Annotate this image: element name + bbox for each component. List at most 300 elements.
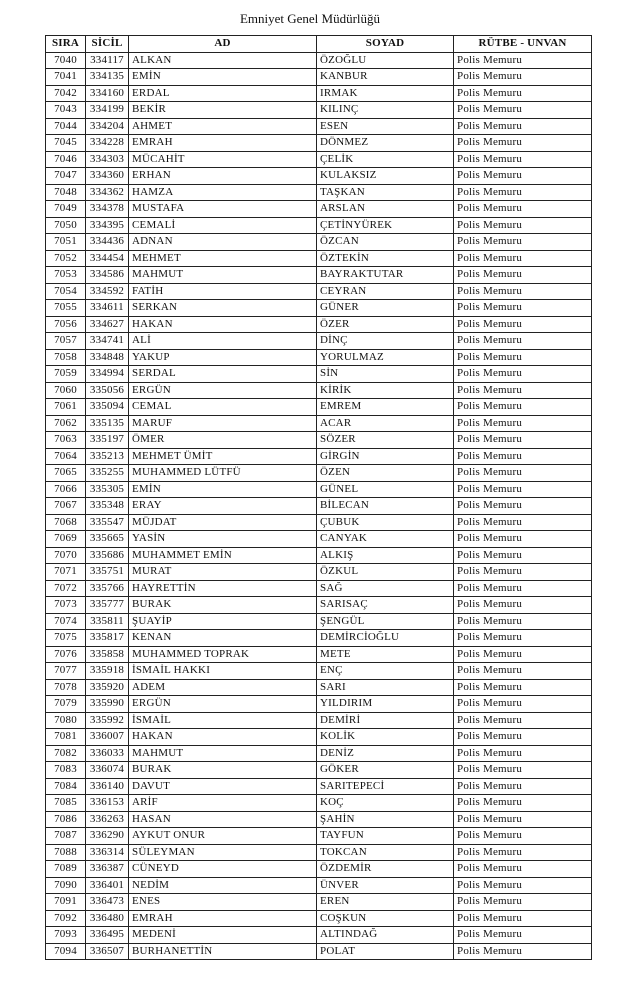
rutbe-cell: Polis Memuru [454,762,592,779]
sicil-cell: 336480 [86,910,129,927]
ad-cell: ERGÜN [129,696,317,713]
ad-cell: NEDİM [129,877,317,894]
table-row [46,118,592,135]
rutbe-cell: Polis Memuru [454,877,592,894]
sicil-cell: 336074 [86,762,129,779]
ad-cell: SERKAN [129,300,317,317]
ad-cell: MÜCAHİT [129,151,317,168]
soyad-cell: SARISAÇ [317,597,454,614]
sira-cell: 7076 [46,646,86,663]
rutbe-cell: Polis Memuru [454,481,592,498]
rutbe-cell: Polis Memuru [454,894,592,911]
sicil-cell: 334627 [86,316,129,333]
soyad-cell: EREN [317,894,454,911]
table-row [46,514,592,531]
sira-cell: 7046 [46,151,86,168]
table-row [46,151,592,168]
soyad-cell: GİRGİN [317,448,454,465]
ad-cell: ERDAL [129,85,317,102]
sira-cell: 7067 [46,498,86,515]
sira-cell: 7092 [46,910,86,927]
table-row [46,861,592,878]
sira-cell: 7050 [46,217,86,234]
rutbe-cell: Polis Memuru [454,52,592,69]
rutbe-cell: Polis Memuru [454,844,592,861]
ad-cell: MUHAMMED TOPRAK [129,646,317,663]
rutbe-cell: Polis Memuru [454,910,592,927]
sicil-cell: 335920 [86,679,129,696]
sicil-cell: 335547 [86,514,129,531]
sicil-cell: 335255 [86,465,129,482]
ad-cell: CEMAL [129,399,317,416]
column-header-soyad: SOYAD [317,36,454,53]
soyad-cell: ŞENGÜL [317,613,454,630]
table-row [46,729,592,746]
soyad-cell: YILDIRIM [317,696,454,713]
table-row [46,927,592,944]
sicil-cell: 335213 [86,448,129,465]
sicil-cell: 334362 [86,184,129,201]
sira-cell: 7057 [46,333,86,350]
ad-cell: EMİN [129,69,317,86]
personnel-table [45,35,592,960]
rutbe-cell: Polis Memuru [454,118,592,135]
ad-cell: MARUF [129,415,317,432]
table-row [46,349,592,366]
table-row [46,679,592,696]
table-row [46,778,592,795]
ad-cell: YASİN [129,531,317,548]
sicil-cell: 335777 [86,597,129,614]
sicil-cell: 336387 [86,861,129,878]
ad-cell: DAVUT [129,778,317,795]
soyad-cell: GÖKER [317,762,454,779]
rutbe-cell: Polis Memuru [454,333,592,350]
sira-cell: 7058 [46,349,86,366]
sicil-cell: 336473 [86,894,129,911]
rutbe-cell: Polis Memuru [454,250,592,267]
ad-cell: BURAK [129,597,317,614]
sicil-cell: 335094 [86,399,129,416]
table-row [46,696,592,713]
sicil-cell: 334160 [86,85,129,102]
ad-cell: AHMET [129,118,317,135]
table-row [46,432,592,449]
rutbe-cell: Polis Memuru [454,861,592,878]
rutbe-cell: Polis Memuru [454,399,592,416]
ad-cell: ARİF [129,795,317,812]
ad-cell: FATİH [129,283,317,300]
soyad-cell: ÖZTEKİN [317,250,454,267]
table-row [46,52,592,69]
table-row [46,382,592,399]
sira-cell: 7069 [46,531,86,548]
soyad-cell: ÖZER [317,316,454,333]
soyad-cell: METE [317,646,454,663]
sicil-cell: 336290 [86,828,129,845]
soyad-cell: IRMAK [317,85,454,102]
rutbe-cell: Polis Memuru [454,498,592,515]
ad-cell: MUHAMMET EMİN [129,547,317,564]
rutbe-cell: Polis Memuru [454,300,592,317]
rutbe-cell: Polis Memuru [454,69,592,86]
rutbe-cell: Polis Memuru [454,234,592,251]
sicil-cell: 334303 [86,151,129,168]
ad-cell: ÖMER [129,432,317,449]
table-row [46,316,592,333]
sira-cell: 7051 [46,234,86,251]
table-row [46,448,592,465]
sira-cell: 7083 [46,762,86,779]
ad-cell: KENAN [129,630,317,647]
ad-cell: MUHAMMED LÜTFÜ [129,465,317,482]
sira-cell: 7060 [46,382,86,399]
sira-cell: 7075 [46,630,86,647]
sira-cell: 7090 [46,877,86,894]
sira-cell: 7070 [46,547,86,564]
rutbe-cell: Polis Memuru [454,927,592,944]
sira-cell: 7087 [46,828,86,845]
soyad-cell: SARITEPECİ [317,778,454,795]
sira-cell: 7086 [46,811,86,828]
sicil-cell: 336033 [86,745,129,762]
sicil-cell: 336140 [86,778,129,795]
table-row [46,712,592,729]
sira-cell: 7044 [46,118,86,135]
ad-cell: MEHMET ÜMİT [129,448,317,465]
ad-cell: EMİN [129,481,317,498]
sira-cell: 7043 [46,102,86,119]
soyad-cell: DEMİRCİOĞLU [317,630,454,647]
ad-cell: CEMALİ [129,217,317,234]
ad-cell: BURAK [129,762,317,779]
sicil-cell: 334135 [86,69,129,86]
rutbe-cell: Polis Memuru [454,580,592,597]
sicil-cell: 335305 [86,481,129,498]
table-row [46,184,592,201]
table-row [46,547,592,564]
sira-cell: 7061 [46,399,86,416]
soyad-cell: COŞKUN [317,910,454,927]
sicil-cell: 334592 [86,283,129,300]
sicil-cell: 336263 [86,811,129,828]
ad-cell: İSMAİL HAKKI [129,663,317,680]
sicil-cell: 335665 [86,531,129,548]
table-row [46,943,592,960]
rutbe-cell: Polis Memuru [454,267,592,284]
soyad-cell: ALTINDAĞ [317,927,454,944]
soyad-cell: ESEN [317,118,454,135]
table-row [46,267,592,284]
table-row [46,745,592,762]
ad-cell: SERDAL [129,366,317,383]
sicil-cell: 335056 [86,382,129,399]
table-row [46,300,592,317]
soyad-cell: GÜNER [317,300,454,317]
ad-cell: MAHMUT [129,745,317,762]
soyad-cell: ÖZEN [317,465,454,482]
sira-cell: 7081 [46,729,86,746]
sicil-cell: 336401 [86,877,129,894]
soyad-cell: DEMİRİ [317,712,454,729]
soyad-cell: SÖZER [317,432,454,449]
rutbe-cell: Polis Memuru [454,168,592,185]
sicil-cell: 334611 [86,300,129,317]
sicil-cell: 334454 [86,250,129,267]
rutbe-cell: Polis Memuru [454,283,592,300]
soyad-cell: ALKIŞ [317,547,454,564]
soyad-cell: ŞAHİN [317,811,454,828]
document-title: Emniyet Genel Müdürlüğü [239,11,381,26]
sicil-cell: 335811 [86,613,129,630]
table-row [46,399,592,416]
column-header-sira: SIRA [46,36,86,53]
sira-cell: 7074 [46,613,86,630]
table-row [46,135,592,152]
soyad-cell: BAYRAKTUTAR [317,267,454,284]
sicil-cell: 334378 [86,201,129,218]
sira-cell: 7085 [46,795,86,812]
soyad-cell: ÇUBUK [317,514,454,531]
sira-cell: 7041 [46,69,86,86]
table-row [46,234,592,251]
sira-cell: 7072 [46,580,86,597]
sicil-cell: 334848 [86,349,129,366]
ad-cell: MEHMET [129,250,317,267]
table-row [46,531,592,548]
ad-cell: YAKUP [129,349,317,366]
sicil-cell: 335990 [86,696,129,713]
sicil-cell: 336507 [86,943,129,960]
soyad-cell: DENİZ [317,745,454,762]
rutbe-cell: Polis Memuru [454,514,592,531]
ad-cell: AYKUT ONUR [129,828,317,845]
table-row [46,217,592,234]
table-row [46,85,592,102]
sira-cell: 7079 [46,696,86,713]
ad-cell: ADNAN [129,234,317,251]
sicil-cell: 335992 [86,712,129,729]
rutbe-cell: Polis Memuru [454,85,592,102]
soyad-cell: TAYFUN [317,828,454,845]
rutbe-cell: Polis Memuru [454,151,592,168]
rutbe-cell: Polis Memuru [454,646,592,663]
soyad-cell: ACAR [317,415,454,432]
table-row [46,811,592,828]
sira-cell: 7094 [46,943,86,960]
table-row [46,102,592,119]
column-header-rutbe: RÜTBE - UNVAN [454,36,592,53]
soyad-cell: GÜNEL [317,481,454,498]
sira-cell: 7049 [46,201,86,218]
ad-cell: CÜNEYD [129,861,317,878]
ad-cell: İSMAİL [129,712,317,729]
sicil-cell: 336314 [86,844,129,861]
table-header-row [46,36,592,53]
sira-cell: 7089 [46,861,86,878]
rutbe-cell: Polis Memuru [454,712,592,729]
sira-cell: 7045 [46,135,86,152]
sira-cell: 7064 [46,448,86,465]
soyad-cell: ÖZOĞLU [317,52,454,69]
sicil-cell: 334228 [86,135,129,152]
ad-cell: ŞUAYİP [129,613,317,630]
soyad-cell: TOKCAN [317,844,454,861]
soyad-cell: POLAT [317,943,454,960]
soyad-cell: KULAKSIZ [317,168,454,185]
sira-cell: 7063 [46,432,86,449]
sicil-cell: 335817 [86,630,129,647]
table-row [46,795,592,812]
soyad-cell: CEYRAN [317,283,454,300]
table-row [46,201,592,218]
ad-cell: BEKİR [129,102,317,119]
sira-cell: 7048 [46,184,86,201]
sira-cell: 7062 [46,415,86,432]
column-header-sicil: SİCİL [86,36,129,53]
sira-cell: 7077 [46,663,86,680]
rutbe-cell: Polis Memuru [454,432,592,449]
ad-cell: HAYRETTİN [129,580,317,597]
soyad-cell: KOLİK [317,729,454,746]
sicil-cell: 334395 [86,217,129,234]
ad-cell: MEDENİ [129,927,317,944]
soyad-cell: ÇETİNYÜREK [317,217,454,234]
sira-cell: 7065 [46,465,86,482]
table-row [46,283,592,300]
sira-cell: 7052 [46,250,86,267]
soyad-cell: TAŞKAN [317,184,454,201]
soyad-cell: ÇELİK [317,151,454,168]
sira-cell: 7068 [46,514,86,531]
rutbe-cell: Polis Memuru [454,465,592,482]
table-row [46,663,592,680]
rutbe-cell: Polis Memuru [454,135,592,152]
rutbe-cell: Polis Memuru [454,382,592,399]
table-row [46,613,592,630]
ad-cell: MÜJDAT [129,514,317,531]
sira-cell: 7080 [46,712,86,729]
sicil-cell: 334586 [86,267,129,284]
rutbe-cell: Polis Memuru [454,811,592,828]
soyad-cell: KİRİK [317,382,454,399]
rutbe-cell: Polis Memuru [454,729,592,746]
soyad-cell: ÖZCAN [317,234,454,251]
rutbe-cell: Polis Memuru [454,102,592,119]
sira-cell: 7054 [46,283,86,300]
sira-cell: 7071 [46,564,86,581]
ad-cell: ERAY [129,498,317,515]
ad-cell: ERHAN [129,168,317,185]
sira-cell: 7053 [46,267,86,284]
rutbe-cell: Polis Memuru [454,217,592,234]
soyad-cell: ARSLAN [317,201,454,218]
table-row [46,69,592,86]
soyad-cell: DÖNMEZ [317,135,454,152]
soyad-cell: SAĞ [317,580,454,597]
sicil-cell: 336495 [86,927,129,944]
sira-cell: 7056 [46,316,86,333]
table-row [46,415,592,432]
sira-cell: 7082 [46,745,86,762]
sicil-cell: 335751 [86,564,129,581]
rutbe-cell: Polis Memuru [454,184,592,201]
ad-cell: HAKAN [129,729,317,746]
soyad-cell: ÖZDEMİR [317,861,454,878]
soyad-cell: EMREM [317,399,454,416]
sira-cell: 7059 [46,366,86,383]
sicil-cell: 335135 [86,415,129,432]
sicil-cell: 334117 [86,52,129,69]
table-body [46,52,592,960]
sira-cell: 7042 [46,85,86,102]
rutbe-cell: Polis Memuru [454,745,592,762]
sira-cell: 7073 [46,597,86,614]
table-row [46,894,592,911]
rutbe-cell: Polis Memuru [454,316,592,333]
soyad-cell: SİN [317,366,454,383]
sira-cell: 7047 [46,168,86,185]
sicil-cell: 334199 [86,102,129,119]
sicil-cell: 334360 [86,168,129,185]
sicil-cell: 335858 [86,646,129,663]
sira-cell: 7040 [46,52,86,69]
table-row [46,844,592,861]
table-row [46,564,592,581]
sicil-cell: 335686 [86,547,129,564]
table-row [46,465,592,482]
table-row [46,168,592,185]
soyad-cell: KILINÇ [317,102,454,119]
ad-cell: ENES [129,894,317,911]
ad-cell: HASAN [129,811,317,828]
soyad-cell: KANBUR [317,69,454,86]
table-row [46,646,592,663]
ad-cell: EMRAH [129,135,317,152]
ad-cell: ALKAN [129,52,317,69]
soyad-cell: BİLECAN [317,498,454,515]
sicil-cell: 334436 [86,234,129,251]
table-row [46,366,592,383]
rutbe-cell: Polis Memuru [454,828,592,845]
sicil-cell: 335766 [86,580,129,597]
table-row [46,828,592,845]
sicil-cell: 336007 [86,729,129,746]
rutbe-cell: Polis Memuru [454,778,592,795]
table-row [46,877,592,894]
rutbe-cell: Polis Memuru [454,613,592,630]
rutbe-cell: Polis Memuru [454,943,592,960]
table-row [46,597,592,614]
rutbe-cell: Polis Memuru [454,696,592,713]
ad-cell: MURAT [129,564,317,581]
ad-cell: BURHANETTİN [129,943,317,960]
sicil-cell: 335348 [86,498,129,515]
rutbe-cell: Polis Memuru [454,366,592,383]
rutbe-cell: Polis Memuru [454,201,592,218]
sira-cell: 7088 [46,844,86,861]
ad-cell: MUSTAFA [129,201,317,218]
soyad-cell: KOÇ [317,795,454,812]
soyad-cell: DİNÇ [317,333,454,350]
sira-cell: 7066 [46,481,86,498]
table-row [46,580,592,597]
sicil-cell: 334994 [86,366,129,383]
rutbe-cell: Polis Memuru [454,349,592,366]
sira-cell: 7078 [46,679,86,696]
sira-cell: 7084 [46,778,86,795]
sira-cell: 7055 [46,300,86,317]
